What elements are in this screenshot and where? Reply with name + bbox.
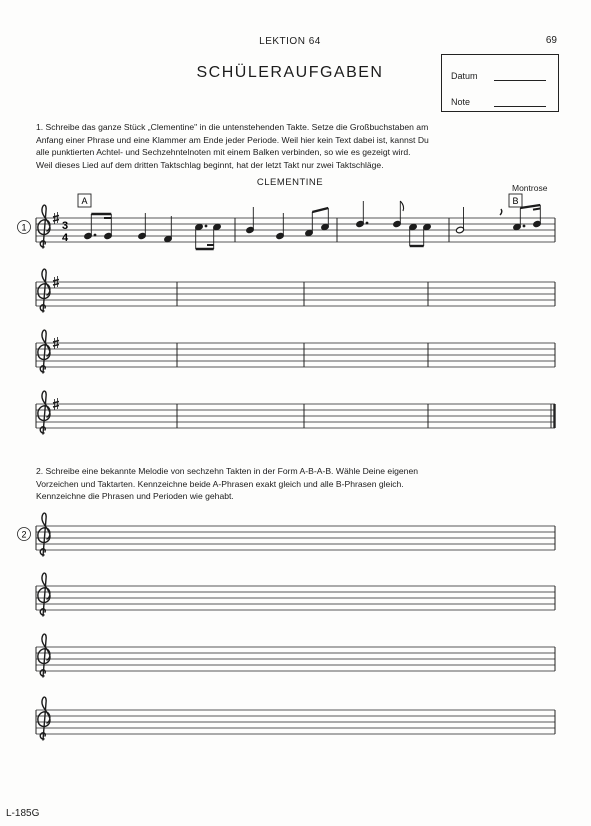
task2-line: Vorzeichen und Taktarten. Kennzeichne beide A-Phrasen exakt gleich und alle B-Phrasen gleich. [36, 478, 404, 489]
song-title: CLEMENTINE [256, 177, 324, 188]
staff-task2-4[interactable] [36, 697, 555, 740]
staff-task1-3[interactable] [36, 330, 555, 373]
treble-clef-icon [38, 513, 50, 556]
staff-task2-2[interactable] [36, 573, 555, 616]
grade-label: Note [451, 97, 471, 107]
treble-clef-icon [38, 391, 50, 434]
staff-task1-2[interactable] [36, 269, 555, 312]
task1-line: Anfang einer Phrase und eine Klammer am Ende jeder Periode. Weil hier kein Text dabei ist, kannst Du [36, 134, 429, 145]
staff-task1-4[interactable] [36, 391, 555, 434]
task2-marker: 2 [21, 529, 27, 540]
task2-line: Kennzeichne die Phrasen und Perioden wie gehabt. [36, 491, 234, 501]
page-number: 69 [545, 35, 557, 46]
treble-clef-icon [38, 573, 50, 616]
treble-clef-icon [38, 634, 50, 677]
phrase-label-b: B [512, 196, 519, 206]
time-signature-bottom: 4 [61, 232, 69, 244]
treble-clef-icon [38, 697, 50, 740]
task2-line: 2. Schreibe eine bekannte Melodie von sechzehn Takten in der Form A-B-A-B. Wähle Deine eigenen [36, 466, 419, 476]
staff-task2-1[interactable] [18, 513, 556, 556]
treble-clef-icon [38, 330, 50, 373]
task1-line: 1. Schreibe das ganze Stück „Clementine" in die untenstehenden Takte. Setze die Großbuchstaben am [36, 122, 429, 132]
staff-task2-3[interactable] [36, 634, 555, 677]
task1-line: Weil dieses Lied auf dem dritten Taktschlag beginnt, hat der letzt Takt nur zwei Taktschläge. [36, 159, 384, 170]
time-signature-top: 3 [61, 220, 69, 232]
treble-clef-icon [38, 269, 50, 312]
phrase-label-a: A [81, 196, 88, 206]
task1-line: alle punktierten Achtel- und Sechzehntelnoten mit einem Balken verbinden, so wie es gezeigt wird. [36, 147, 411, 157]
date-label: Datum [451, 71, 478, 81]
treble-clef-icon [38, 205, 50, 248]
page-title: SCHÜLERAUFGABEN [196, 64, 384, 81]
composer-name: Montrose [512, 183, 548, 193]
publisher-code: L-185G [6, 808, 40, 819]
task1-marker: 1 [21, 222, 27, 233]
staff-clementine [18, 194, 556, 249]
lesson-heading: LEKTION 64 [259, 36, 321, 47]
